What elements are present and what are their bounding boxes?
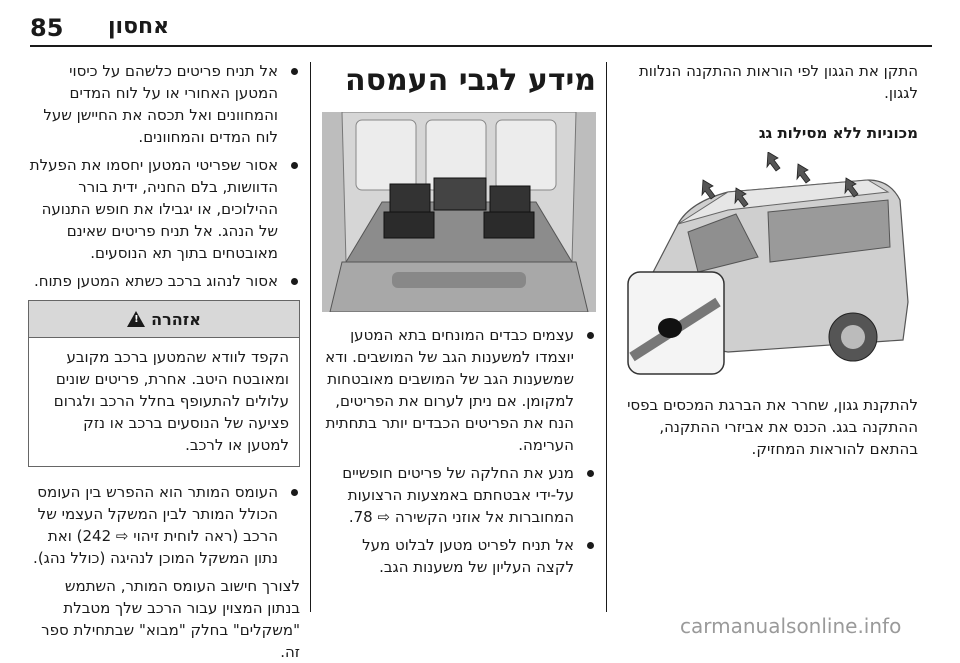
bullet-icon: [587, 332, 594, 339]
load-bullets: [28, 481, 300, 569]
bullet-icon: [587, 542, 594, 549]
page-number: 85: [30, 14, 64, 42]
cargo-area-illustration: [322, 112, 596, 312]
arrow-icon: [702, 180, 715, 199]
section-title: אחסון: [108, 14, 170, 39]
list-item: אסור לנהוג ברכב כשתא המטען פתוח.: [28, 270, 300, 292]
warning-header: [29, 301, 299, 338]
bullet-icon: [291, 68, 298, 75]
arrow-icon: [797, 164, 810, 183]
loading-bullets: [322, 324, 596, 578]
middle-column: [322, 60, 596, 584]
warning-heading: אזהרה: [151, 309, 201, 329]
cargo-bullets: [28, 60, 300, 292]
warning-body: הקפד לוודא שהמטען ברכב מקובע ומאובטח היטב. אחרת, פריטים שונים עלולים להתעופף בחלל הרכב ולגרום פציעה של הנוסעים ברכב או נזק למטען או לרכב.: [53, 348, 289, 454]
cargo-area-svg: [322, 112, 596, 312]
bullet-icon: [291, 162, 298, 169]
warning-box: [28, 300, 300, 467]
arrow-icon: [767, 152, 780, 171]
list-item: עצמים כבדים המונחים בתא המטען יוצמדו למשענות הגב של המושבים. ודא שמשענות הגב של המושבים מאובטחות למקומן. אם ניתן לערום את הפריטים, הנח את הפריטים הכבדים יותר בתחתית הערימה.: [322, 324, 596, 456]
left-column: [28, 60, 300, 663]
list-item: העומס המותר הוא ההפרש בין העומס הכולל המותר לבין המשקל העצמי של הרכב (ראה לוחית זיהוי ⇨ 242) ואת נתון המשקל המוכן לנהיגה (כולל נהג).: [28, 481, 300, 569]
watermark: carmanualsonline.info: [680, 614, 902, 638]
bullet-icon: [587, 470, 594, 477]
roof-rack-van-svg: [618, 152, 918, 384]
column-divider-left: [310, 62, 311, 612]
bullet-icon: [291, 278, 298, 285]
loading-info-title: מידע לגבי העמסה: [344, 63, 596, 98]
list-item: מנע את החלקה של פריטים חופשיים על-ידי אבטחתם באמצעות הרצועות המחוברות אל אוזני הקשירה ⇨ 78.: [322, 462, 596, 528]
list-item: אסור שפריטי המטען יחסמו את הפעלת הדוושות, בלם החניה, ידית בורר ההילוכים, או יגבילו את חופש התנועה של הנהג. אל תניח פריטים שאינם מאובטחים בתוך תא הנוסעים.: [28, 154, 300, 264]
list-item: אל תניח לפריט מטען לבלוט מעל לקצה העליון של משענות הגב.: [322, 534, 596, 578]
intro-text: התקן את הגגון לפי הוראות ההתקנה הנלוות לגגון.: [638, 62, 918, 102]
warning-triangle-icon: !: [127, 311, 145, 327]
column-divider-right: [606, 62, 607, 612]
header-rule: [30, 45, 932, 47]
list-item: אל תניח פריטים כלשהם על כיסוי המטען האחורי או על לוח המדים והמחוונים ואל תכסה את החיישן שעל לוח המדים והמחוונים.: [28, 60, 300, 148]
right-column: [618, 60, 918, 460]
van-roof-illustration: [618, 152, 918, 384]
caption-text: להתקנת גגון, שחרר את הברגת המכסים בפסי ההתקנה בגג. הכנס את אביזרי ההתקנה, בהתאם להוראות המחזיק.: [627, 396, 918, 458]
bullet-icon: [291, 489, 298, 496]
subheading: מכוניות ללא מסילות גג: [758, 124, 918, 142]
closing-text: לצורך חישוב העומס המותר, השתמש בנתון המצוין עבור הרכב שלך מטבלת "משקלים" בחלק "מבוא" שבתחילת ספר זה.: [41, 577, 300, 661]
